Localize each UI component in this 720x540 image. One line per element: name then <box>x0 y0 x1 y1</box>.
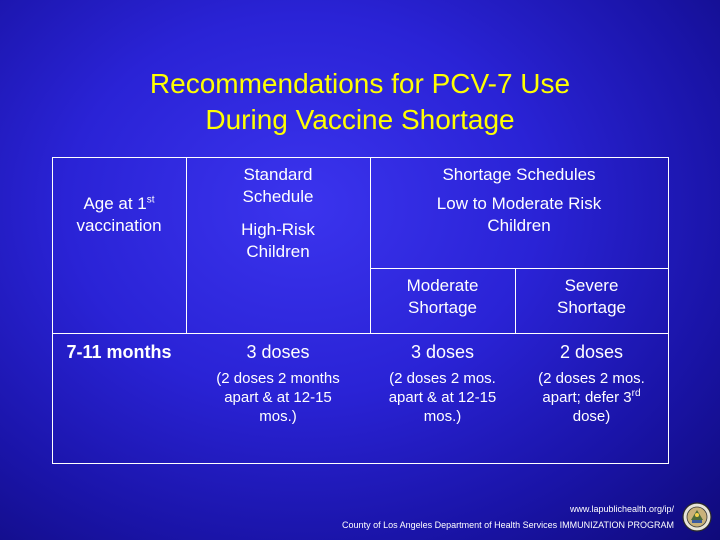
low-moderate-risk-header <box>370 193 668 237</box>
severe-doses <box>515 340 668 364</box>
severe-detail-line-1: (2 doses 2 mos. <box>538 370 645 387</box>
low-moderate-line-2: Children <box>487 216 551 235</box>
age-header-prefix: Age at 1 <box>83 194 147 213</box>
age-header <box>52 193 186 237</box>
county-seal-icon <box>682 502 712 532</box>
moderate-doses <box>370 340 515 364</box>
low-moderate-line-1: Low to Moderate Risk <box>436 194 602 213</box>
moderate-detail <box>368 369 517 426</box>
age-row-label-text: 7-11 months <box>66 342 172 362</box>
moderate-detail-line-3: mos.) <box>423 408 462 425</box>
title-line-2: During Vaccine Shortage <box>205 104 515 135</box>
age-header-suffix: vaccination <box>76 216 162 235</box>
age-header-sup: st <box>146 194 155 206</box>
shortage-subheader-divider <box>370 268 668 269</box>
severe-detail-line-3: dose) <box>572 408 611 425</box>
age-row-label <box>52 340 186 364</box>
table-top-border <box>52 157 668 158</box>
standard-doses-text: 3 doses <box>246 342 310 362</box>
high-risk-line-2: Children <box>246 242 310 261</box>
moderate-header-line-1: Moderate <box>406 276 479 295</box>
severe-detail-sup: rd <box>631 388 641 399</box>
high-risk-header <box>186 219 370 263</box>
standard-detail-line-3: mos.) <box>259 408 297 425</box>
severe-detail-line-2-prefix: apart; defer 3 <box>542 389 632 406</box>
standard-header-line-1: Standard <box>243 165 313 184</box>
shortage-schedules-header <box>370 164 668 186</box>
moderate-shortage-header <box>370 275 515 319</box>
title-line-1: Recommendations for PCV-7 Use <box>149 68 571 99</box>
severe-header-line-2: Shortage <box>557 298 626 317</box>
footer-department: County of Los Angeles Department of Health Services IMMUNIZATION PROGRAM <box>342 520 674 530</box>
high-risk-line-1: High-Risk <box>241 220 315 239</box>
moderate-detail-line-1: (2 doses 2 mos. <box>389 370 496 387</box>
shortage-header-line-1: Shortage Schedules <box>442 165 596 184</box>
table-bottom-border <box>52 463 668 464</box>
moderate-header-line-2: Shortage <box>408 298 477 317</box>
severe-header-line-1: Severe <box>564 276 619 295</box>
moderate-detail-line-2: apart & at 12-15 <box>388 389 497 406</box>
severe-detail <box>515 369 668 426</box>
moderate-doses-text: 3 doses <box>410 342 475 362</box>
standard-doses <box>186 340 370 364</box>
slide-title <box>40 66 680 138</box>
standard-schedule-header <box>186 164 370 208</box>
standard-detail-line-2: apart & at 12-15 <box>224 389 332 406</box>
table-right-border <box>668 157 669 464</box>
standard-header-line-2: Schedule <box>242 187 314 206</box>
header-row-divider <box>52 333 668 334</box>
severe-shortage-header <box>515 275 668 319</box>
severe-doses-text: 2 doses <box>559 342 624 362</box>
standard-detail-line-1: (2 doses 2 months <box>216 370 340 387</box>
standard-detail <box>186 369 370 426</box>
footer-url: www.lapublichealth.org/ip/ <box>569 504 674 514</box>
